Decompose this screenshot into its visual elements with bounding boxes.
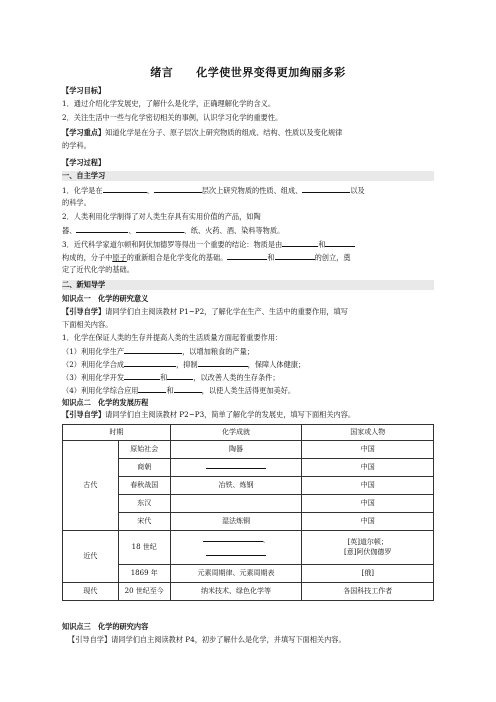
- fill-blank[interactable]: [103, 185, 147, 193]
- guide1-line1: 【引导自学】请同学们自主阅读教材 P1~P2，了解化学在生产、生活中的重要作用，填写: [62, 307, 348, 316]
- fill-blank[interactable]: [136, 225, 184, 233]
- key-point-line-2: 的学科。: [62, 141, 91, 150]
- goal-item-1: 1．通过介绍化学发展史，了解什么是化学，正确理解化学的含义。: [62, 99, 276, 108]
- header-country: 国家或人物: [302, 425, 434, 441]
- kp2-block: [62, 398, 434, 419]
- fill-blank[interactable]: [138, 385, 166, 393]
- self-study-q1-cont: 的科学。: [62, 198, 91, 207]
- kp3-block: [62, 622, 434, 644]
- fill-blank[interactable]: [206, 467, 266, 469]
- kp3-guide: 【引导自学】请同学们自主阅读教材 P4，初步了解什么是化学，并填写下面相关内容。: [68, 634, 346, 644]
- self-study-q3: 3．近代科学家道尔顿和阿伏加德罗等得出一个重要的结论：物质是由 和: [62, 239, 434, 250]
- self-study-q2: 2．人类利用化学制得了对人类生存具有实用价值的产品，如陶: [62, 212, 261, 221]
- list-item-3: （3）利用化学开发 和 ，以改善人类的生存条件；: [62, 373, 280, 382]
- goals-heading: 【学习目标】: [62, 86, 106, 95]
- table-row: 近代 18 世纪 、 [英]道尔顿； [意]阿伏伽德罗: [63, 531, 434, 565]
- table-row: 1869 年 元素周期律、元素周期表 [俄]: [63, 565, 434, 583]
- fill-blank[interactable]: [198, 359, 248, 367]
- guide1-line2: 下面相关内容。: [62, 320, 113, 329]
- fill-blank[interactable]: [325, 239, 355, 247]
- goal-item-2: 2．关注生活中一些与化学密切相关的事例，认识学习化学的重要性。: [62, 113, 283, 122]
- fill-blank[interactable]: [227, 252, 267, 260]
- self-study-q2-cont: 器、 、 、纸、火药、酒、染料等物质。: [62, 226, 285, 235]
- header-achievement: 化学成就: [170, 425, 302, 441]
- fill-blank[interactable]: [203, 540, 263, 542]
- fill-blank[interactable]: [76, 225, 128, 233]
- fill-blank[interactable]: [124, 359, 176, 367]
- table-row: 东汉 中国: [63, 495, 434, 513]
- fill-blank[interactable]: [124, 372, 160, 380]
- table-row: 古代 原始社会 陶器 中国: [63, 441, 434, 459]
- history-table: [62, 424, 434, 601]
- list-item-2: （2）利用化学合成 ，抑制 ，保障人体健康；: [62, 360, 306, 369]
- fill-blank[interactable]: [174, 385, 202, 393]
- table-row: 宋代 湿法炼铜 中国: [63, 513, 434, 531]
- list-item-4: （4）利用化学综合应用 和 ，以使人类生活得更加美好。: [62, 386, 296, 395]
- page-title: 绪言 化学使世界变得更加绚丽多彩: [150, 66, 346, 79]
- new-knowledge-heading: 二、新知导学: [62, 280, 434, 290]
- self-study-q3-cont: 构成的，分子中原子的重新组合是化学变化的基础。 和 的创立，奠: [62, 253, 351, 262]
- self-study-q3-end: 定了近代化学的基础。: [62, 265, 134, 274]
- list-item-1: （1）利用化学生产 ，以增加粮食的产量；: [62, 347, 254, 356]
- key-point-text: 知道化学是在分子、原子层次上研究物质的组成、结构、性质以及变化规律: [105, 128, 343, 137]
- self-study-q1: 1．化学是在 、 层次上研究物质的性质、组成、 以及: [62, 186, 365, 195]
- header-period: 时期: [63, 425, 171, 441]
- fill-blank[interactable]: [154, 185, 202, 193]
- self-study-heading: 一、自主学习: [62, 171, 434, 181]
- key-point-heading: 【学习重点】: [62, 128, 106, 137]
- table-row: 春秋战国 冶铁、炼钢 中国: [63, 477, 434, 495]
- fill-blank[interactable]: [282, 239, 318, 247]
- guide2-line: 【引导自学】请同学们自主阅读教材 P2~P3，简单了解化学的发展史，填写下面相关内容。: [62, 409, 356, 419]
- fill-blank[interactable]: [302, 185, 350, 193]
- table-row: 商朝 中国: [63, 459, 434, 477]
- kp3-heading: 知识点三 化学的研究内容: [62, 622, 149, 631]
- table-row: 现代 20 世纪至今 纳米技术、绿色化学等 各国科技工作者: [63, 583, 434, 601]
- fill-blank[interactable]: [124, 346, 182, 354]
- table-header-row: [63, 425, 434, 441]
- fill-blank[interactable]: [206, 554, 266, 556]
- era-group-modern: 近代: [63, 531, 119, 583]
- fill-blank[interactable]: [275, 252, 315, 260]
- era-group-ancient: 古代: [63, 441, 119, 531]
- era-group-current: 现代: [63, 583, 119, 601]
- kp1-heading: 知识点一 化学的研究意义: [62, 294, 149, 303]
- process-heading: 【学习过程】: [62, 158, 106, 167]
- fill-blank[interactable]: [167, 372, 193, 380]
- fill-cell[interactable]: [170, 495, 302, 513]
- kp2-heading: 知识点二 化学的发展历程: [62, 398, 149, 407]
- key-point-line-1: [62, 128, 434, 138]
- list-intro: 1．化学在保证人类的生存并提高人类的生活质量方面起着重要作用：: [62, 333, 283, 342]
